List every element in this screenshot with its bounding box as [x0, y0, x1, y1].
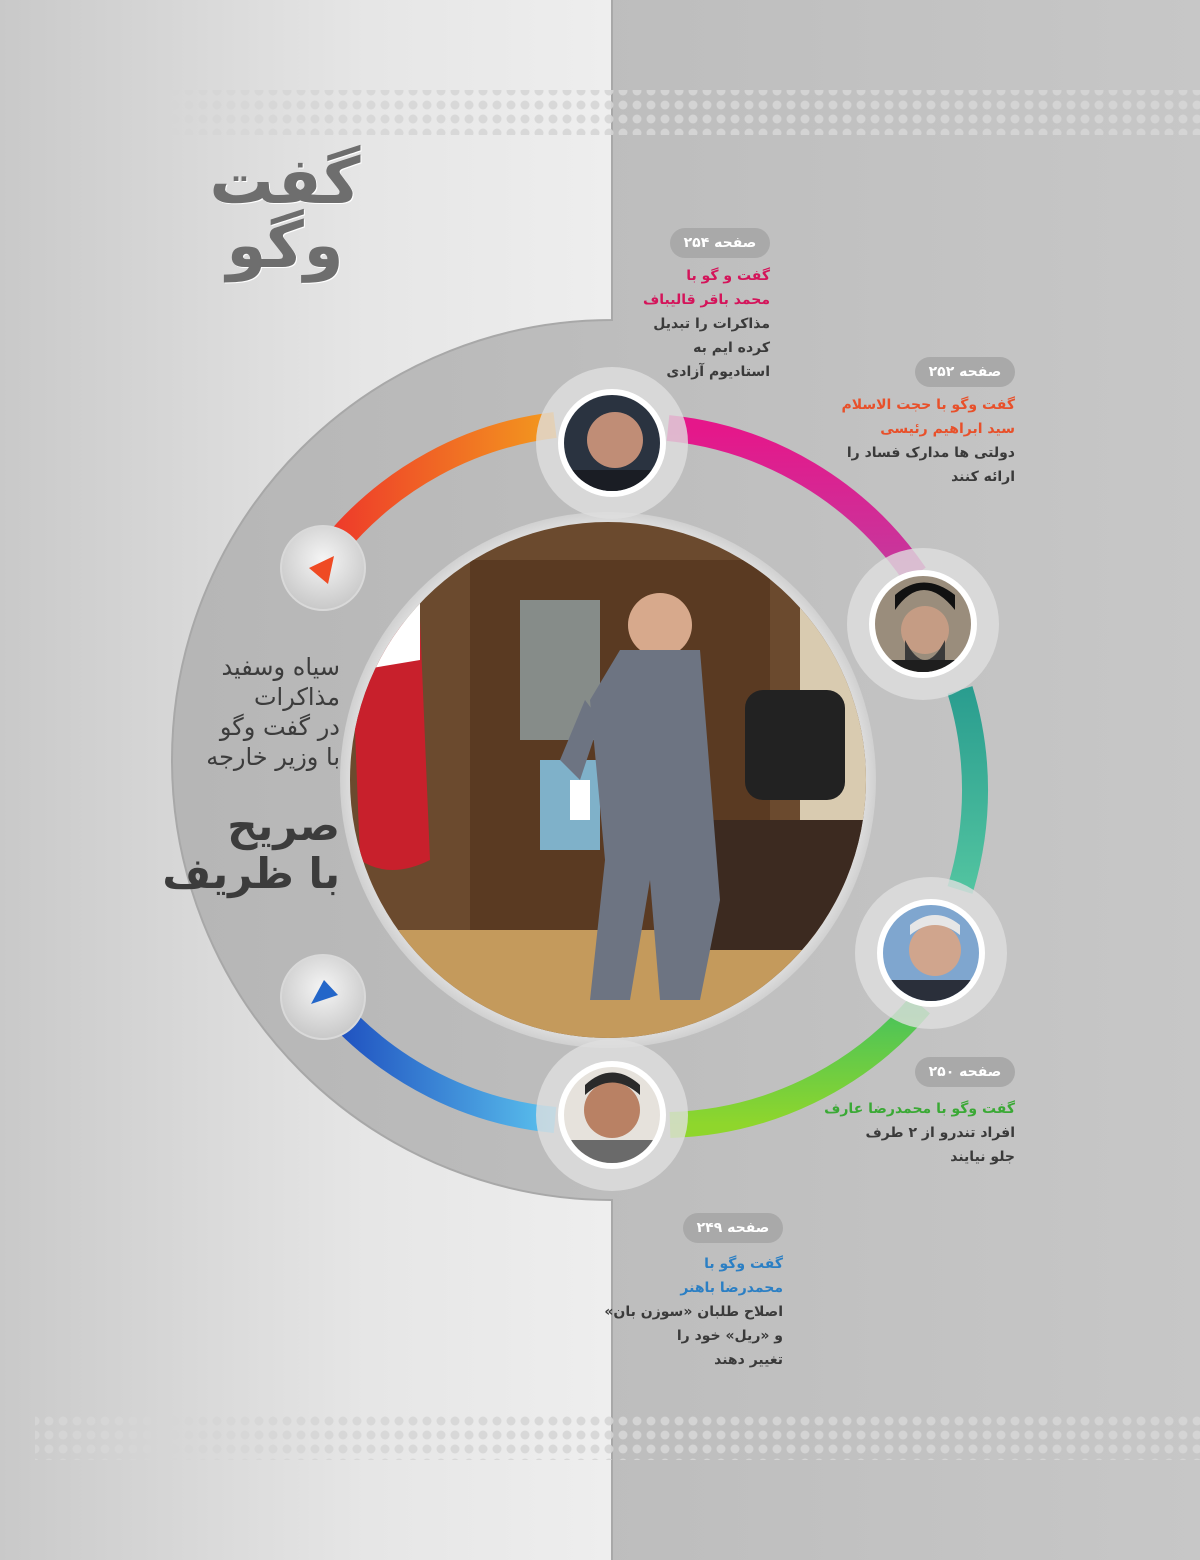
- page-pill-252: صفحه ۲۵۲: [915, 357, 1015, 387]
- entry-highlight: گفت وگو با محمدرضا عارف: [824, 1101, 1015, 1117]
- entry-aref: [800, 1097, 1015, 1169]
- headline-main: با ظریف: [162, 849, 340, 898]
- page-pill-250: صفحه ۲۵۰: [915, 1057, 1015, 1087]
- avatar-raisi: [847, 548, 999, 700]
- entry-highlight: محمدرضا باهنر: [680, 1280, 783, 1296]
- zarif-photo: [340, 512, 880, 1048]
- entry-highlight: گفت و گو با: [686, 268, 770, 284]
- page-pill-249: صفحه ۲۴۹: [683, 1213, 783, 1243]
- headline-line: در گفت وگو: [219, 713, 340, 741]
- headline-line: مذاکرات: [253, 683, 340, 711]
- entry-body: تغییر دهند: [714, 1352, 783, 1368]
- avatar-bahonar: [536, 1039, 688, 1191]
- headline-line: با وزیر خارجه: [206, 743, 340, 771]
- entry-body: ارائه کنند: [951, 469, 1015, 485]
- entry-body: کرده ایم به: [693, 340, 770, 356]
- entry-body: استادیوم آزادی: [666, 364, 770, 380]
- entry-highlight: گفت وگو با: [704, 1256, 783, 1272]
- entry-raisi: [800, 393, 1015, 489]
- arrow-knob-bottom: [281, 955, 365, 1039]
- entry-body: دولتی ها مدارک فساد را: [846, 445, 1015, 461]
- entry-body: اصلاح طلبان «سوزن بان»: [604, 1304, 783, 1320]
- entry-highlight: سید ابراهیم رئیسی: [880, 421, 1015, 437]
- main-headline: [140, 652, 340, 898]
- avatar-aref: [855, 877, 1007, 1029]
- page-pill-254: صفحه ۲۵۴: [670, 228, 770, 258]
- entry-ghalibaf: [560, 264, 770, 384]
- arrow-knob-top: [281, 526, 365, 610]
- entry-body: افراد تندرو از ۲ طرف: [865, 1125, 1015, 1141]
- headline-main: صریح: [227, 801, 340, 850]
- entry-highlight: گفت وگو با حجت الاسلام: [841, 397, 1015, 413]
- entry-body: جلو نیایند: [950, 1149, 1015, 1165]
- entry-body: مذاکرات را تبدیل: [653, 316, 770, 332]
- entry-body: و «ریل» خود را: [676, 1328, 783, 1344]
- avatar-ghalibaf: [536, 367, 688, 519]
- entry-bahonar: [560, 1252, 783, 1372]
- entry-highlight: محمد باقر قالیباف: [643, 292, 770, 308]
- headline-line: سیاه وسفید: [221, 653, 340, 681]
- section-title: گفت وگو: [209, 145, 361, 283]
